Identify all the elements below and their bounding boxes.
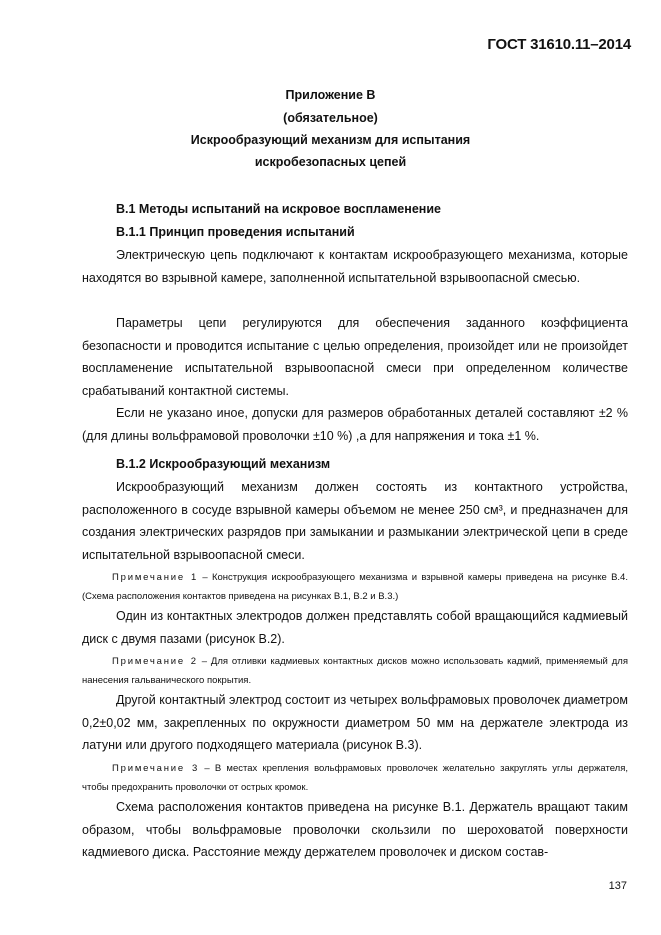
paragraph-text: Искрообразующий механизм должен состоять из контактного устройства, расположенного в сосуде взрывной камеры объемом не менее 250 см³, и предназначен для создания электрических разрядов при замыкании и размыкании электрической цепи в среде испытательной взрывоопасной смеси. [82,480,628,562]
paragraph-b12-2 [82,605,628,650]
paragraph-b11-3 [82,402,628,447]
appendix-title: Приложение В [285,88,376,102]
paragraph-text: Другой контактный электрод состоит из четырех вольфрамовых проволочек диаметром 0,2±0,02 мм, закрепленных по окружности диаметром 50 мм на держателе электрода из латуни или другого подходящего материала (рисунок В.3). [82,693,628,752]
note-text: – Для отливки кадмиевых контактных дисков можно использовать кадмий, применяемый для нанесения гальванического покрытия. [82,656,628,686]
paragraph-text: Один из контактных электродов должен представлять собой вращающийся кадмиевый диск с двумя пазами (рисунок В.2). [82,609,628,646]
paragraph-text: Если не указано иное, допуски для размеров обработанных деталей составляют ±2 % (для длины вольфрамовой проволочки ±10 %) ,а для напряжения и тока ±1 %. [82,406,628,443]
paragraph-b12-3 [82,689,628,757]
paragraph-b12-4 [82,796,628,864]
paragraph-b11-2 [82,312,628,402]
note-label: Примечание 2 [112,656,198,667]
note-label: Примечание 1 [112,572,199,583]
paragraph-b11-1 [82,244,628,289]
note-1 [82,568,628,606]
appendix-name-line1: Искрообразующий механизм для испытания [190,133,471,147]
section-heading-b1: В.1 Методы испытаний на искровое воспламенение [116,202,441,216]
appendix-status: (обязательное) [283,111,378,125]
appendix-name-line2: искробезопасных цепей [254,155,407,169]
note-label: Примечание 3 [112,763,200,774]
paragraph-b12-1 [82,476,628,566]
page-number: 137 [608,880,627,892]
paragraph-text: Схема расположения контактов приведена на рисунке В.1. Держатель вращают таким образом, чтобы вольфрамовые проволочки скользили по шероховатой поверхности кадмиевого диска. Расстояние между держателем проволочек и диском состав- [82,800,628,859]
paragraph-text: Параметры цепи регулируются для обеспечения заданного коэффициента безопасности и проводится испытание с целью определения, произойдет или не произойдет воспламенение испытательной взрывоопасной смеси при определенном количестве срабатываний контактной системы. [82,316,628,398]
note-3 [82,759,628,797]
paragraph-text: Электрическую цепь подключают к контактам искрообразующего механизма, которые находятся во взрывной камере, заполненной испытательной взрывоопасной смесью. [82,248,628,285]
note-text: – В местах крепления вольфрамовых проволочек желательно закруглять углы держателя, чтобы предохранить проволочки от острых кромок. [82,763,628,793]
note-2 [82,652,628,690]
note-text: – Конструкция искрообразующего механизма и взрывной камеры приведена на рисунке В.4. (Схема расположения контактов приведена на рисунках В.1, В.2 и В.3.) [82,572,628,602]
section-heading-b11: В.1.1 Принцип проведения испытаний [116,225,355,239]
document-code: ГОСТ 31610.11–2014 [487,36,631,53]
section-heading-b12: В.1.2 Искрообразующий механизм [116,457,331,471]
